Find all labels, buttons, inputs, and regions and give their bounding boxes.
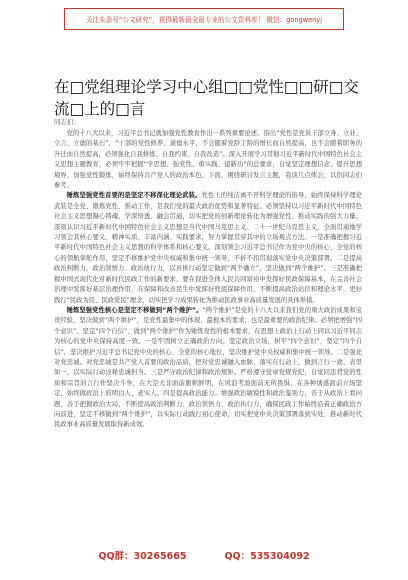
- promo-banner-text: 关注头条号“公文研究”，获得最新最全最专业的公文资料库！ 微信：gongwenyj: [85, 16, 323, 24]
- qq-group-number: QQ群：30265665: [98, 551, 187, 562]
- document-body: [54, 129, 362, 431]
- promo-banner: [64, 8, 344, 30]
- contact-footer: [0, 548, 408, 562]
- paragraph: [54, 191, 362, 305]
- paragraph-text: “两个维护”是党的十八大以来我们党的重大政治成果和宝贵经验，坚决做到“两个维护”，是党性最集中的体现、最根本的要求，也是最重要的政治纪律。必须把增强“四个意识”、坚定“四个自信”、做到“两个维护”作为锤炼党性的根本要求，在思想上政治上行动上同以习近平同志为核心的党中央保持高度一致。一是牢固树立正确政治方向。坚定政治立场，树牢“四个意识”，坚定“四个自信”，坚决维护习近平总书记党中央的核心、全党的核心地位，坚决维护党中央权威和集中统一领导。二是强化对党忠诚。对党忠诚是共产党人首要的政治品质，把对党忠诚融入血脉、落实在行动上，做到言行一致、表里如一，以实际行动诠释忠诚担当。三是严守政治纪律和政治规矩。严格遵守党章党规党纪，自觉同违背党的性质和宗旨的言行作坚决斗争，在大是大非面前旗帜鲜明，在风浪考验面前无所畏惧，在各种诱惑面前立场坚定，始终做政治上的明白人、老实人。四是提高政治能力。增强政治敏锐性和政治鉴别力，善于从政治上看问题，善于把握政治大局，不断提高政治判断力、政治领悟力、政治执行力，确保民政工作始终沿着正确政治方向前进，坚定不移做到“两个维护”，以实际行动践行初心使命，切实把党中央决策部署落到实处，推动新时代民政事业高质量发展取得新成效。: [54, 306, 362, 429]
- document-title: 在□党组理论学习中心组□□党性□□研□交流□上的□言: [54, 78, 359, 119]
- paragraph: [54, 129, 362, 191]
- paragraph-text: 党性上的纯洁离不开科学理论的指导，始终保持科学理论武装是全党、锻炼党性、推动工作，是我们党的最大政治优势和显著特征。必须坚持以习近平新时代中国特色社会主义思想凝心铸魂，学深悟透、融会贯通，切实把党的创新理论转化为增强党性、推动实践的强大力量。深刻认识习近平新时代中国特色社会主义思想是当代中国马克思主义、二十一世纪马克思主义，全面贯通地学习领会其核心要义、精神实质、丰富内涵、实践要求，努力掌握贯穿其中的立场观点方法。一是准确把握习近平新时代中国特色社会主义思想的科学体系和核心要义。深刻领会习近平总书记作为党中央的核心、全党的核心的领航掌舵作用，坚定不移维护党中央权威和集中统一领导，不折不扣贯彻落实党中央决策部署。二是提高政治判断力、政治领悟力、政治执行力，以具体行动坚定做到“两个确立”，坚决做到“两个维护”。三是准确把握中国式现代化对新时代民政工作的新要求，要在促进全体人民共同富裕中发挥好民政保障基本，在完善社会治理中发挥好基层治理作用，在保障和改善民生中发挥好兜底保障作用，不断提高政治站位和理论水平，更好践行“民政为民、民政爱民”理念，切实把学习成果转化为推动民政事业高质量发展的具体举措。: [54, 192, 363, 304]
- paragraph-lead: 锤炼坚强党性首要的是坚定不移深化理论武装。: [66, 192, 202, 200]
- qq-number: QQ：535304092: [224, 551, 310, 562]
- paragraph-text: 党的十八大以来，习近平总书记就加强党性教育作出一系列重要论述。指出“党性是党员干部立身、立业、立言、立德的基石”，“干部的党性修养、道德水平，不会随着党龄工龄的增长而自然提高，也不会随着职务的升迁而自然提高，必须强化自我修炼、自我约束、自我改造”。深入开展学习贯彻习近平新时代中国特色社会主义思想主题教育，必须牢牢把握“学思想、强党性、重实践、建新功”的总要求，自觉坚定理想信念、提升思想境界，加强党性锻炼，始终保持共产党人的政治本色。下面，围绕研讨发言主题，我谈几点体会，以供同志们参考。: [54, 130, 362, 190]
- greeting: 同志们：: [54, 118, 80, 126]
- paragraph-lead: 锤炼坚强党性核心是坚定不移做到“两个维护”。: [66, 306, 203, 314]
- paragraph: [54, 306, 362, 431]
